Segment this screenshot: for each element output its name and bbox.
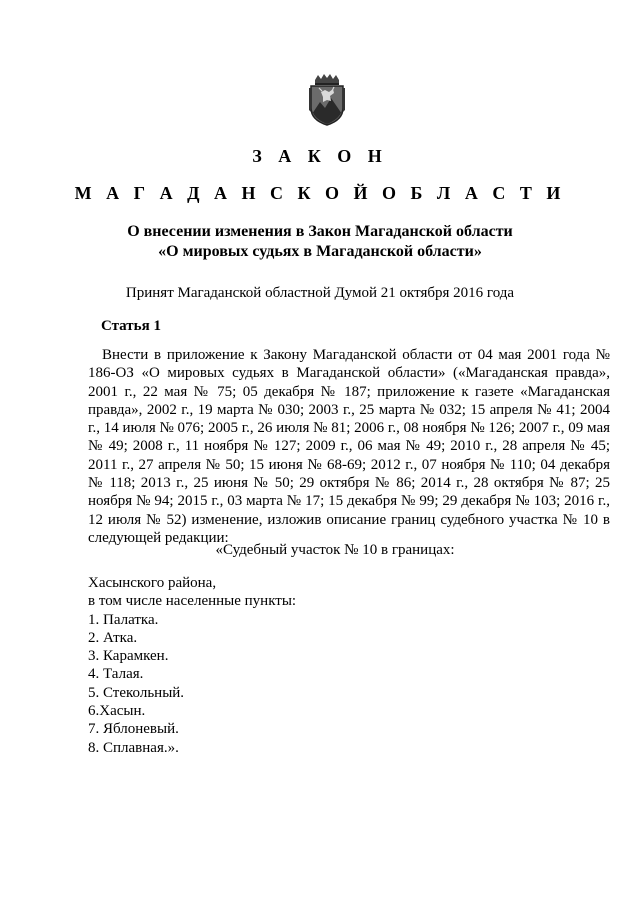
settlement-item: 1. Палатка. (88, 611, 159, 628)
article-heading: Статья 1 (101, 318, 161, 334)
coat-of-arms-icon (307, 74, 347, 126)
settlement-item: 7. Яблоневый. (88, 721, 179, 738)
settlement-item: 8. Сплавная.». (88, 739, 179, 756)
law-subject (0, 222, 640, 262)
district-description (88, 574, 296, 757)
article-body: Внести в приложение к Закону Магаданской области от 04 мая 2001 года № 186-ОЗ «О мировых судьях в Магаданской области» («Магаданская правда», 2001 г., 22 мая № 75; 05 декабря № 187; приложение к газете «Магаданская правда», 2002 г., 19 марта № 030; 2003 г., 25 марта № 032; 15 апреля № 41; 2004 г., 14 июля № 076; 2005 г., 26 июля № 81; 2006 г., 08 ноября № 126; 2007 г., 09 мая № 49; 2008 г., 11 ноября № 127; 2009 г., 06 мая № 49; 2010 г., 28 апреля № 45; 2011 г., 27 апреля № 50; 15 июня № 68-69; 2012 г., 07 ноября № 110; 04 декабря № 118; 2013 г., 25 июня № 50; 29 октября № 86; 2014 г., 28 октября № 87; 25 ноября № 94; 2015 г., 03 марта № 17; 15 декабря № 99; 29 декабря № 103; 2016 г., 12 июля № 52) изменение, изложив описание границ судебного участка № 10 в следующей редакции: (88, 347, 610, 546)
settlement-item: 3. Карамкен. (88, 648, 169, 665)
law-title: З А К О Н (252, 146, 388, 166)
settlement-item: 2. Атка. (88, 629, 138, 646)
settlement-item: 6.Хасын. (88, 703, 146, 720)
coat-of-arms-emblem (307, 74, 347, 126)
district-line: Хасынского района, (88, 575, 217, 591)
adoption-note: Принят Магаданской областной Думой 21 октября 2016 года (125, 285, 515, 301)
settlement-item: 5. Стекольный. (88, 684, 185, 701)
subject-line: О внесении изменения в Закон Магаданской области (127, 223, 513, 240)
district-line: в том числе населенные пункты: (88, 593, 297, 610)
quote-heading: «Судебный участок № 10 в границах: (215, 542, 455, 558)
law-region: М А Г А Д А Н С К О Й О Б Л А С Т И (74, 183, 566, 203)
subject-line: «О мировых судьях в Магаданской области» (158, 243, 482, 260)
settlement-item: 4. Талая. (88, 666, 144, 683)
